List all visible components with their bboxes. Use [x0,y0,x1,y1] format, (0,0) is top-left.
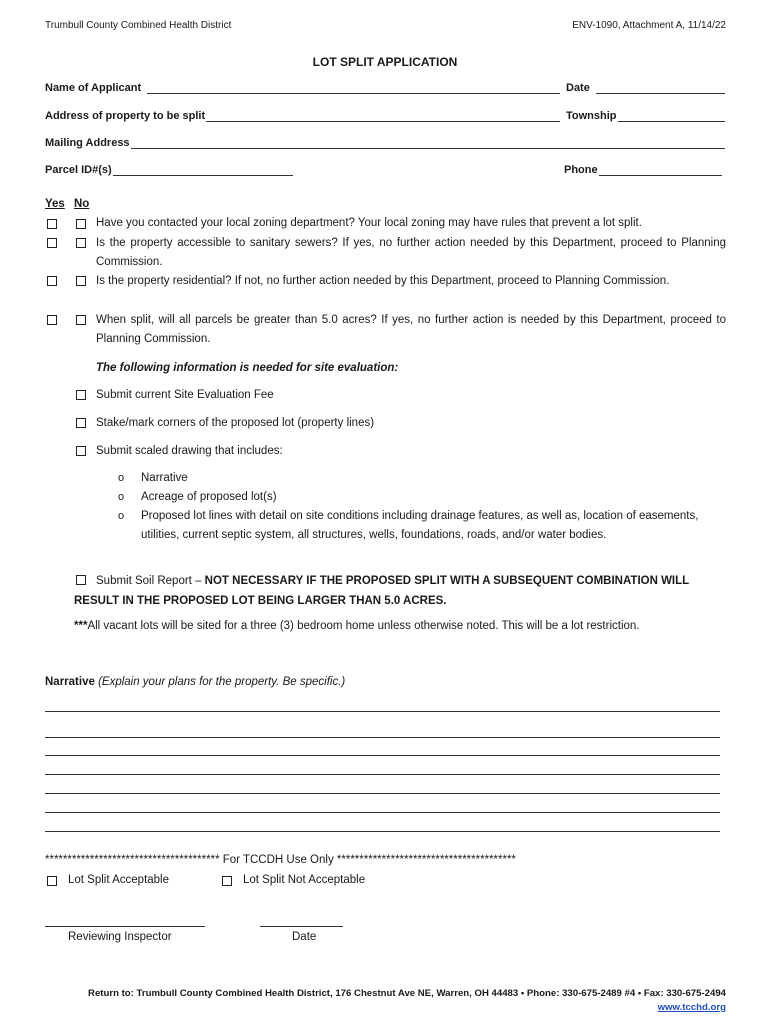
soil-report-text [74,571,724,611]
bullet-marker: o [118,472,125,484]
address-label: Address of property to be split [45,110,206,122]
narrative-heading [45,676,345,688]
q4-yes-checkbox[interactable] [47,315,57,325]
question-residential: Is the property residential? If not, no further action needed by this Department, proceed to Planning Commission. [96,275,670,287]
narrative-line[interactable] [45,793,720,794]
q2-yes-checkbox[interactable] [47,238,57,248]
question-sewers: Is the property accessible to sanitary sewers? If yes, no further action needed by this Department, proceed to Planning Commission. [96,237,726,268]
stake-corners-label: Stake/mark corners of the proposed lot (property lines) [96,417,375,429]
soil-report-bold: NOT NECESSARY IF THE PROPOSED SPLIT WITH A SUBSEQUENT COMBINATION WILL RESULT IN THE PROPOSED LOT BEING LARGER THAN 5.0 ACRES. [74,575,689,607]
acceptable-checkbox[interactable] [47,876,57,886]
narrative-label: Narrative [45,676,95,688]
date-label: Date [566,82,590,94]
no-column-label: No [74,198,90,210]
vacant-note-stars: *** [74,620,88,632]
office-use-banner: *************************************** For TCCDH Use Only **************************************** [45,854,516,866]
site-fee-checkbox[interactable] [76,390,86,400]
narrative-line[interactable] [45,755,720,756]
date-field[interactable] [566,82,725,94]
drawing-item-acreage: Acreage of proposed lot(s) [141,491,277,503]
narrative-hint: (Explain your plans for the property. Be specific.) [94,676,346,688]
vacant-lot-note [74,620,639,632]
header-form-number: ENV-1090, Attachment A, 11/14/22 [572,20,726,31]
site-evaluation-heading: The following information is needed for site evaluation: [96,362,399,374]
signature-date-label: Date [292,931,317,943]
soil-report-prefix: Submit Soil Report – [96,575,205,587]
narrative-line[interactable] [45,831,720,832]
website-link[interactable]: www.tcchd.org [657,1002,726,1013]
parcel-id-field[interactable] [45,164,293,176]
township-label: Township [566,110,617,122]
address-field[interactable] [45,110,560,122]
scaled-drawing-checkbox[interactable] [76,446,86,456]
vacant-note-text: All vacant lots will be sited for a three (3) bedroom home unless otherwise noted. This will be a lot restriction. [87,620,640,632]
acceptable-label: Lot Split Acceptable [68,874,170,886]
applicant-field[interactable] [45,82,560,94]
q1-yes-checkbox[interactable] [47,219,57,229]
inspector-signature-line[interactable] [45,926,205,927]
mailing-address-label: Mailing Address [45,137,130,149]
parcel-id-label: Parcel ID#(s) [45,164,112,176]
scaled-drawing-label: Submit scaled drawing that includes: [96,445,283,457]
question-zoning: Have you contacted your local zoning department? Your local zoning may have rules that prevent a lot split. [96,217,642,229]
drawing-item-narrative: Narrative [141,472,188,484]
date-signature-line[interactable] [260,926,343,927]
stake-corners-checkbox[interactable] [76,418,86,428]
township-field[interactable] [566,110,725,122]
q1-no-checkbox[interactable] [76,219,86,229]
reviewing-inspector-label: Reviewing Inspector [68,931,172,943]
narrative-line[interactable] [45,774,720,775]
q3-yes-checkbox[interactable] [47,276,57,286]
narrative-line[interactable] [45,711,720,712]
phone-field[interactable] [564,164,722,176]
header-organization: Trumbull County Combined Health District [45,20,232,31]
footer-contact: Return to: Trumbull County Combined Health District, 176 Chestnut Ave NE, Warren, OH 44483 • Phone: 330-675-2489 #4 • Fax: 330-675-2494 [88,988,726,999]
site-fee-label: Submit current Site Evaluation Fee [96,389,274,401]
yes-column-label: Yes [45,198,65,210]
drawing-item-lot-lines: Proposed lot lines with detail on site conditions including drainage features, as well as, location of easements, utilities, current septic system, all structures, wells, foundations, roads, and/or water bodies. [141,510,699,541]
bullet-marker: o [118,510,125,522]
page-title: LOT SPLIT APPLICATION [312,55,458,69]
narrative-line[interactable] [45,737,720,738]
not-acceptable-checkbox[interactable] [222,876,232,886]
mailing-address-field[interactable] [45,137,725,149]
phone-label: Phone [564,164,598,176]
not-acceptable-label: Lot Split Not Acceptable [243,874,366,886]
q4-no-checkbox[interactable] [76,315,86,325]
q2-no-checkbox[interactable] [76,238,86,248]
bullet-marker: o [118,491,125,503]
applicant-label: Name of Applicant [45,82,142,94]
question-acreage: When split, will all parcels be greater than 5.0 acres? If yes, no further action is needed by this Department, proceed to Planning Commission. [96,314,726,345]
q3-no-checkbox[interactable] [76,276,86,286]
narrative-line[interactable] [45,812,720,813]
